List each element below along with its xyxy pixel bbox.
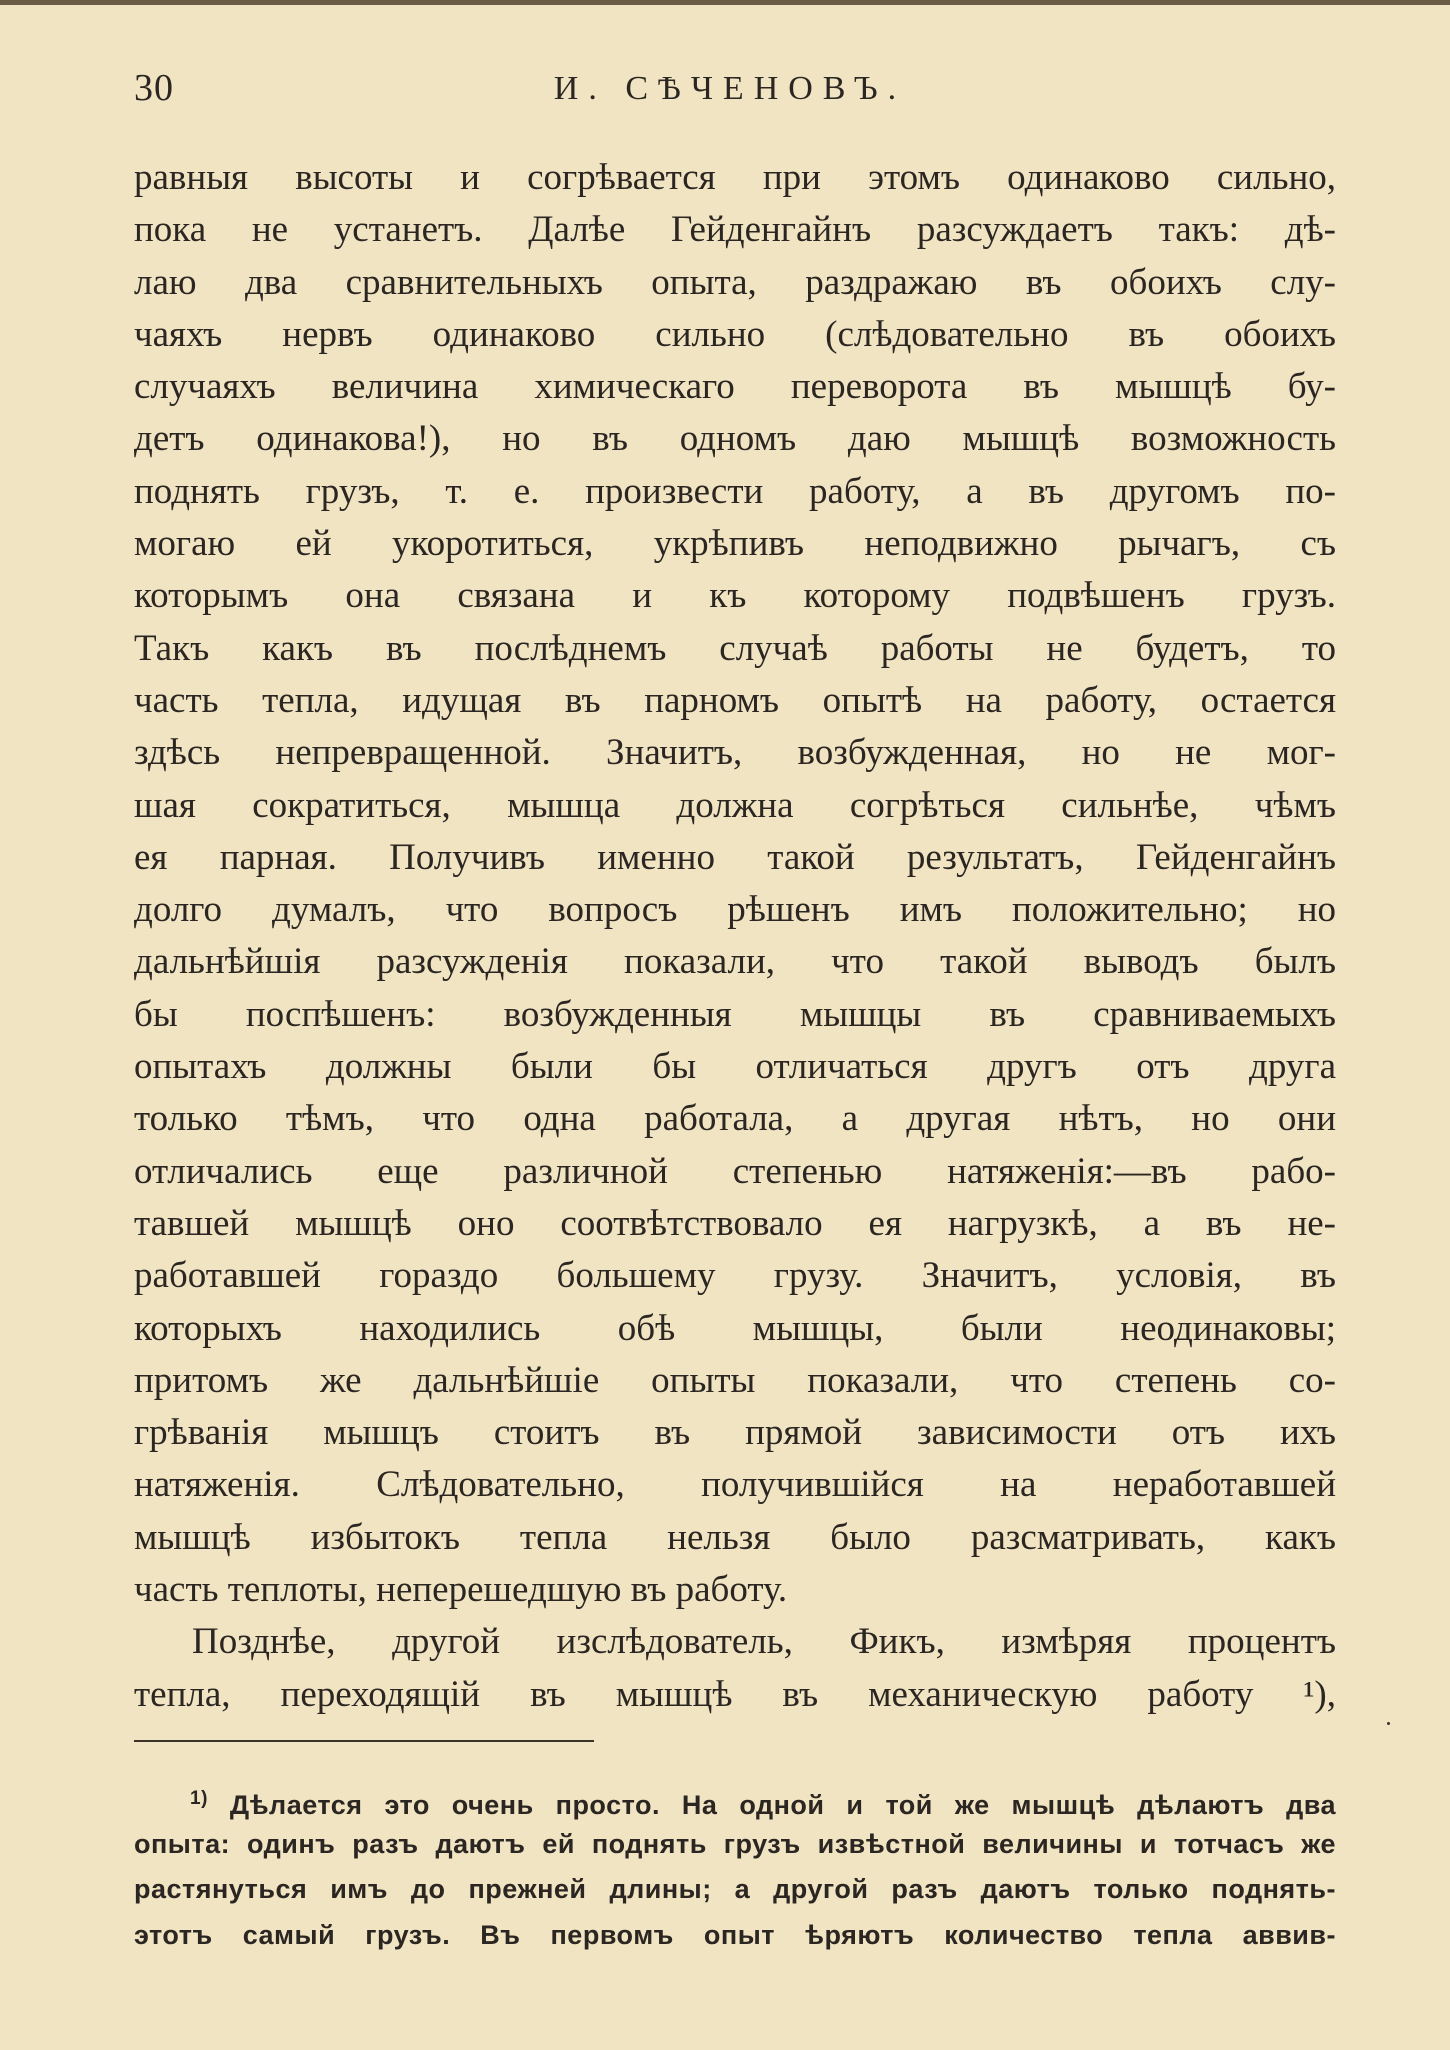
text-line: только тѣмъ, что одна работала, а другая нѣтъ, но они	[134, 1098, 1336, 1140]
page-header	[0, 62, 1450, 122]
text-line: лаю два сравнительныхъ опыта, раздражаю въ обоихъ слу-	[134, 261, 1336, 303]
text-line: притомъ же дальнѣйшіе опыты показали, что степень со-	[134, 1359, 1336, 1401]
text-line: поднять грузъ, т. е. произвести работу, а въ другомъ по-	[134, 470, 1336, 512]
page-top-edge	[0, 0, 1450, 5]
text-line: мышцѣ избытокъ тепла нельзя было разсматривать, какъ	[134, 1516, 1336, 1558]
text-line: ея парная. Получивъ именно такой результатъ, Гейденгайнъ	[134, 836, 1336, 878]
text-line: бы поспѣшенъ: возбужденныя мышцы въ сравниваемыхъ	[134, 993, 1336, 1035]
text-line: шая сократиться, мышца должна согрѣться сильнѣе, чѣмъ	[134, 784, 1336, 826]
page-number: 30	[134, 67, 174, 109]
running-title: И. СѢЧЕНОВЪ.	[553, 70, 907, 107]
footnote-line: этотъ самый грузъ. Въ первомъ опыт ѣряютъ количество тепла аввив-	[134, 1919, 1336, 1950]
text-line: здѣсь непревращенной. Значитъ, возбужденная, но не мог-	[134, 732, 1336, 774]
footnote-separator	[134, 1740, 594, 1742]
text-line: чаяхъ нервъ одинаково сильно (слѣдовательно въ обоихъ	[134, 313, 1336, 355]
text-line: тепла, переходящій въ мышцѣ въ механическую работу ¹),	[134, 1673, 1336, 1715]
text-line: пока не устанетъ. Далѣе Гейденгайнъ разсуждаетъ такъ: дѣ-	[134, 209, 1336, 251]
print-speck	[1387, 1722, 1390, 1725]
text-line: работавшей гораздо большему грузу. Значитъ, условія, въ	[134, 1255, 1336, 1297]
footnote-line: растянуться имъ до прежней длины; а другой разъ даютъ только поднять-	[134, 1874, 1336, 1904]
text-line: которыхъ находились обѣ мышцы, были неодинаковы;	[134, 1307, 1336, 1349]
footnote-line-text: Дѣлается это очень просто. На одной и той же мышцѣ дѣлаютъ два	[229, 1790, 1336, 1820]
text-line: долго думалъ, что вопросъ рѣшенъ имъ положительно; но	[134, 889, 1336, 931]
text-line: тавшей мышцѣ оно соотвѣтствовало ея нагрузкѣ, а въ не-	[134, 1202, 1336, 1244]
body-text	[134, 152, 1336, 1721]
text-line: детъ одинакова!), но въ одномъ даю мышцѣ возможность	[134, 418, 1336, 460]
footnote-line	[134, 1776, 1336, 1822]
text-line: натяженія. Слѣдовательно, получившійся на неработавшей	[134, 1464, 1336, 1506]
text-line: Такъ какъ въ послѣднемъ случаѣ работы не будетъ, то	[134, 627, 1336, 669]
text-line: часть тепла, идущая въ парномъ опытѣ на работу, остается	[134, 679, 1336, 721]
text-line: грѣванія мышцъ стоитъ въ прямой зависимости отъ ихъ	[134, 1412, 1336, 1454]
text-line: дальнѣйшія разсужденія показали, что такой выводъ былъ	[134, 941, 1336, 983]
footnote-marker: 1)	[190, 1788, 208, 1809]
text-line: часть теплоты, неперешедшую въ работу.	[134, 1569, 788, 1611]
footnote	[134, 1776, 1336, 1958]
text-line: равныя высоты и согрѣвается при этомъ одинаково сильно,	[134, 157, 1336, 198]
text-line: случаяхъ величина химическаго переворота въ мышцѣ бу-	[134, 366, 1336, 408]
text-line: могаю ей укоротиться, укрѣпивъ неподвижно рычагъ, съ	[134, 523, 1336, 565]
text-line: опытахъ должны были бы отличаться другъ отъ друга	[134, 1046, 1336, 1088]
text-line: которымъ она связана и къ которому подвѣшенъ грузъ.	[134, 575, 1336, 617]
footnote-line: опыта: одинъ разъ даютъ ей поднять грузъ извѣстной величины и тотчасъ же	[134, 1828, 1336, 1859]
text-line: Позднѣе, другой изслѣдователь, Фикъ, измѣряя процентъ	[192, 1621, 1336, 1663]
text-line: отличались еще различной степенью натяженія:—въ рабо-	[134, 1150, 1336, 1192]
